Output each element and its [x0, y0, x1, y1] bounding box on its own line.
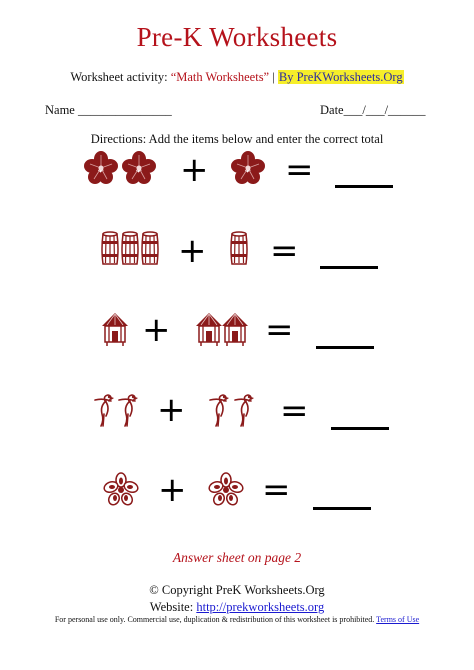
parrot-icon — [117, 392, 143, 428]
activity-prefix: Worksheet activity: — [70, 70, 171, 84]
answer-blank[interactable] — [335, 185, 393, 188]
website-link[interactable]: http://prekworksheets.org — [196, 600, 325, 614]
drum-icon — [140, 231, 160, 267]
directions-text: Directions: Add the items below and enter the correct total — [90, 132, 384, 146]
name-field[interactable]: Name _______________ — [45, 103, 172, 117]
page-title: Pre-K Worksheets — [136, 22, 338, 52]
hut-icon — [100, 311, 130, 347]
hut-icon — [220, 311, 250, 347]
parrot-icon — [233, 392, 259, 428]
drum-icon — [229, 231, 249, 267]
by-line: By PreKWorksheets.Org — [278, 70, 403, 84]
subtitle-separator: | — [269, 70, 278, 84]
website-line — [0, 600, 474, 615]
equals-sign: = — [285, 150, 314, 190]
plus-sign: + — [157, 390, 186, 430]
equals-sign: = — [280, 391, 309, 431]
worksheet-subtitle — [0, 70, 474, 85]
parrot-icon — [208, 392, 234, 428]
plus-sign: + — [180, 150, 209, 190]
plus-sign: + — [158, 470, 187, 510]
copyright-text: © Copyright PreK Worksheets.Org — [149, 583, 325, 597]
answer-blank[interactable] — [313, 507, 371, 510]
answer-blank[interactable] — [320, 266, 378, 269]
equals-sign: = — [265, 310, 294, 350]
orchid-flower-icon — [103, 472, 139, 508]
equals-sign: = — [262, 470, 291, 510]
plus-sign: + — [178, 231, 207, 271]
terms-of-use-link[interactable]: Terms of Use — [376, 615, 420, 624]
orchid-flower-icon — [208, 472, 244, 508]
answer-sheet-note: Answer sheet on page 2 — [172, 550, 302, 565]
hibiscus-flower-icon — [230, 150, 266, 186]
drum-icon — [100, 231, 120, 267]
date-field[interactable]: Date___/___/______ — [320, 103, 426, 117]
activity-name: “Math Worksheets” — [170, 70, 270, 84]
answer-blank[interactable] — [331, 427, 389, 430]
hibiscus-flower-icon — [121, 150, 157, 186]
hibiscus-flower-icon — [83, 150, 119, 186]
plus-sign: + — [142, 310, 171, 350]
drum-icon — [120, 231, 140, 267]
usage-notice — [10, 615, 464, 624]
parrot-icon — [93, 392, 119, 428]
answer-blank[interactable] — [316, 346, 374, 349]
website-label: Website: — [149, 600, 197, 614]
usage-notice-text: For personal use only. Commercial use, duplication & redistribution of this worksheet is prohibited. — [54, 615, 375, 624]
equals-sign: = — [270, 231, 299, 271]
